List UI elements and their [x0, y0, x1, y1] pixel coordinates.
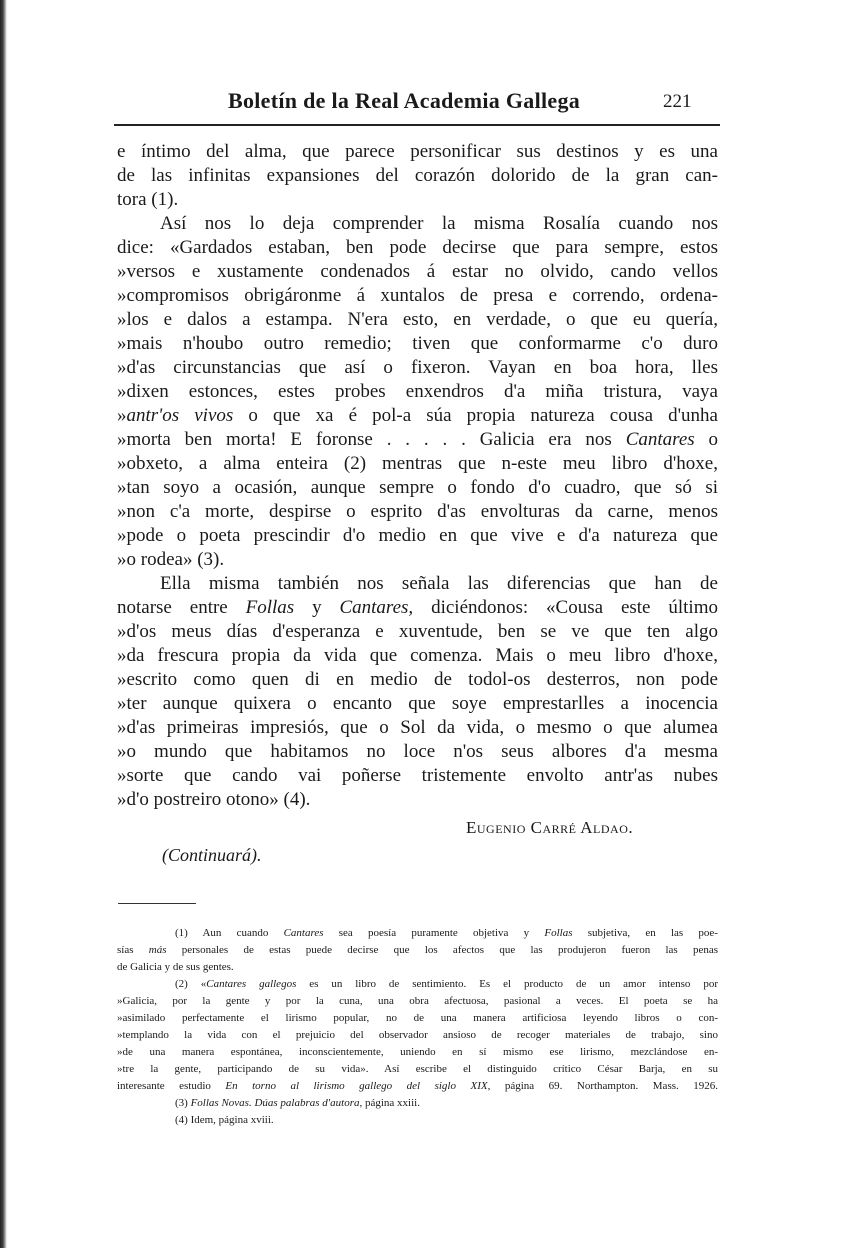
- text-segment: página xxiii.: [362, 1097, 420, 1109]
- text-segment: (2) «: [175, 978, 207, 990]
- text-segment: »los e dalos a estampa. N'era esto, en verdade, o que eu quería,: [117, 309, 718, 330]
- text-segment: e íntimo del alma, que parece personificar sus destinos y es una: [117, 141, 718, 162]
- text-segment: »d'os meus días d'esperanza e xuventude, ben se ve que ten algo: [117, 621, 718, 642]
- text-line: [117, 356, 718, 379]
- text-segment: Ella misma también nos señala las diferencias que han de: [160, 573, 718, 594]
- footnote-line: [175, 976, 718, 992]
- text-segment: página 69. Northampton. Mass. 1926.: [490, 1080, 718, 1092]
- text-segment: »asimilado perfectamente el lirismo popular, no de una manera artificiosa leyendo libros o con-: [117, 1012, 718, 1024]
- text-line: [117, 404, 718, 427]
- text-segment: »non c'a morte, despirse o esprito d'as envolturas da carne, menos: [117, 501, 718, 522]
- text-segment: Cantares gallegos: [206, 978, 297, 990]
- footnote-line: [117, 1061, 718, 1077]
- text-segment: »sorte que cando vai poñerse tristemente envolto antr'as nubes: [117, 765, 718, 786]
- text-segment: diciéndonos: «Cousa este último: [413, 597, 718, 618]
- text-segment: »compromisos obrigáronme á xuntalos de presa e correndo, ordena-: [117, 285, 718, 306]
- text-segment: Cantares: [625, 429, 695, 450]
- text-line: [117, 716, 718, 739]
- footnote-line: [175, 1095, 718, 1111]
- text-line: [117, 692, 718, 715]
- text-line: [117, 668, 718, 691]
- text-segment: sea poesía puramente objetiva y: [323, 927, 545, 939]
- text-line: [117, 260, 718, 283]
- text-segment: Follas: [544, 927, 573, 939]
- text-segment: es un libro de sentimiento. Es el producto de un amor intenso por: [296, 978, 718, 990]
- header-rule: [114, 124, 720, 126]
- text-line: [117, 476, 718, 499]
- text-segment: dice: «Gardados estaban, ben pode decirse que para sempre, estos: [117, 237, 718, 258]
- text-segment: »ter aunque quixera o encanto que soye emprestarlles a inocencia: [117, 693, 718, 714]
- text-segment: de Galicia y de sus gentes.: [117, 961, 234, 973]
- text-segment: y: [294, 597, 340, 618]
- text-segment: (3): [175, 1097, 191, 1109]
- text-line: [117, 452, 718, 475]
- text-line: [117, 740, 718, 763]
- text-segment: notarse entre: [117, 597, 246, 618]
- text-line: [117, 380, 718, 403]
- text-segment: »d'as primeiras impresiós, que o Sol da vida, o mesmo o que alumea: [117, 717, 718, 738]
- text-segment: interesante estudio: [117, 1080, 226, 1092]
- footnote-line: [117, 993, 718, 1009]
- footnote-line: [117, 959, 718, 975]
- footnote-line: [175, 925, 718, 941]
- text-line: [117, 764, 718, 787]
- text-segment: personales de estas puede decirse que los afectos que las produjeron fueron las penas: [166, 944, 718, 956]
- text-segment: »morta ben morta! E foronse . . . . . Galicia era nos: [117, 429, 626, 450]
- text-line: [117, 308, 718, 331]
- text-line: [117, 428, 718, 451]
- footnote-line: [117, 1027, 718, 1043]
- text-segment: antr'os vivos: [126, 405, 234, 426]
- text-segment: En torno al lirismo gallego del siglo XIX,: [225, 1080, 491, 1092]
- text-line: [117, 236, 718, 259]
- scan-edge: [0, 0, 7, 1248]
- text-line: [117, 140, 718, 163]
- text-segment: sías: [117, 944, 149, 956]
- text-segment: »dixen estonces, estes probes enxendros d'a miña tristura, vaya: [117, 381, 718, 402]
- text-line: [160, 212, 718, 235]
- text-segment: »: [117, 405, 127, 426]
- text-segment: »pode o poeta prescindir d'o medio en que vive e d'a natureza que: [117, 525, 718, 546]
- text-segment: »o mundo que habitamos no loce n'os seus albores d'a mesma: [117, 741, 718, 762]
- text-line: [117, 596, 718, 619]
- text-line: [117, 284, 718, 307]
- text-segment: »Galicia, por la gente y por la cuna, una obra afectuosa, pasional a veces. El poeta se ha: [117, 995, 718, 1007]
- text-segment: Follas: [245, 597, 295, 618]
- text-segment: tora (1).: [117, 189, 179, 210]
- text-segment: Cantares: [283, 927, 324, 939]
- footnote-line: [117, 1078, 718, 1094]
- text-line: [117, 524, 718, 547]
- text-segment: Cantares,: [339, 597, 414, 618]
- text-segment: Follas Novas. Dúas palabras d'autora,: [190, 1097, 363, 1109]
- text-segment: »versos e xustamente condenados á estar no olvido, cando vellos: [117, 261, 718, 282]
- page-number: 221: [663, 91, 692, 112]
- footnote-line: [175, 1112, 718, 1128]
- text-segment: »templando la vida con el prejuicio del observador ansioso de recoger materiales de trabajo, sino: [117, 1029, 718, 1041]
- footnote-line: [117, 942, 718, 958]
- text-segment: »d'o postreiro otono» (4).: [117, 789, 311, 810]
- text-line: [117, 620, 718, 643]
- text-segment: (1) Aun cuando: [175, 927, 284, 939]
- text-line: [117, 164, 718, 187]
- text-segment: »o rodea» (3).: [117, 549, 225, 570]
- text-segment: »mais n'houbo outro remedio; tiven que conformarme c'o duro: [117, 333, 718, 354]
- running-header: Boletín de la Real Academia Gallega: [228, 88, 581, 113]
- footnote-line: [117, 1044, 718, 1060]
- text-segment: o: [694, 429, 719, 450]
- footnote-rule: [118, 903, 196, 904]
- text-segment: »da frescura propia da vida que comenza. Mais o meu libro d'hoxe,: [117, 645, 718, 666]
- text-segment: »tre la gente, participando de su vida». Así escribe el distinguido crítico César Barja, en su: [117, 1063, 718, 1075]
- text-segment: (4) Idem, página xviii.: [175, 1114, 274, 1126]
- continued-note: (Continuará).: [162, 845, 262, 865]
- text-segment: »de una manera espontánea, inconscientemente, uniendo en sí mismo ese lirismo, mezclándose en-: [117, 1046, 718, 1058]
- text-line: [117, 500, 718, 523]
- footnote-line: [117, 1010, 718, 1026]
- text-segment: o que xa é pol-a súa propia natureza cousa d'unha: [233, 405, 718, 426]
- text-segment: de las infinitas expansiones del corazón dolorido de la gran can-: [117, 165, 718, 186]
- text-line: [117, 332, 718, 355]
- text-line: [117, 188, 718, 211]
- text-segment: »d'as circunstancias que así o fixeron. Vayan en boa hora, lles: [117, 357, 718, 378]
- text-line: [160, 572, 718, 595]
- text-segment: subjetiva, en las poe-: [572, 927, 718, 939]
- text-segment: »obxeto, a alma enteira (2) mentras que n-este meu libro d'hoxe,: [117, 453, 718, 474]
- text-segment: »tan soyo a ocasión, aunque sempre o fondo d'o cuadro, que só si: [117, 477, 718, 498]
- text-line: [117, 644, 718, 667]
- text-segment: más: [148, 944, 167, 956]
- author-signature: Eugenio Carré Aldao.: [466, 818, 634, 837]
- text-segment: Así nos lo deja comprender la misma Rosalía cuando nos: [160, 213, 718, 234]
- text-line: [117, 548, 718, 571]
- text-line: [117, 788, 718, 811]
- text-segment: »escrito como quen di en medio de todol-os desterros, non pode: [117, 669, 718, 690]
